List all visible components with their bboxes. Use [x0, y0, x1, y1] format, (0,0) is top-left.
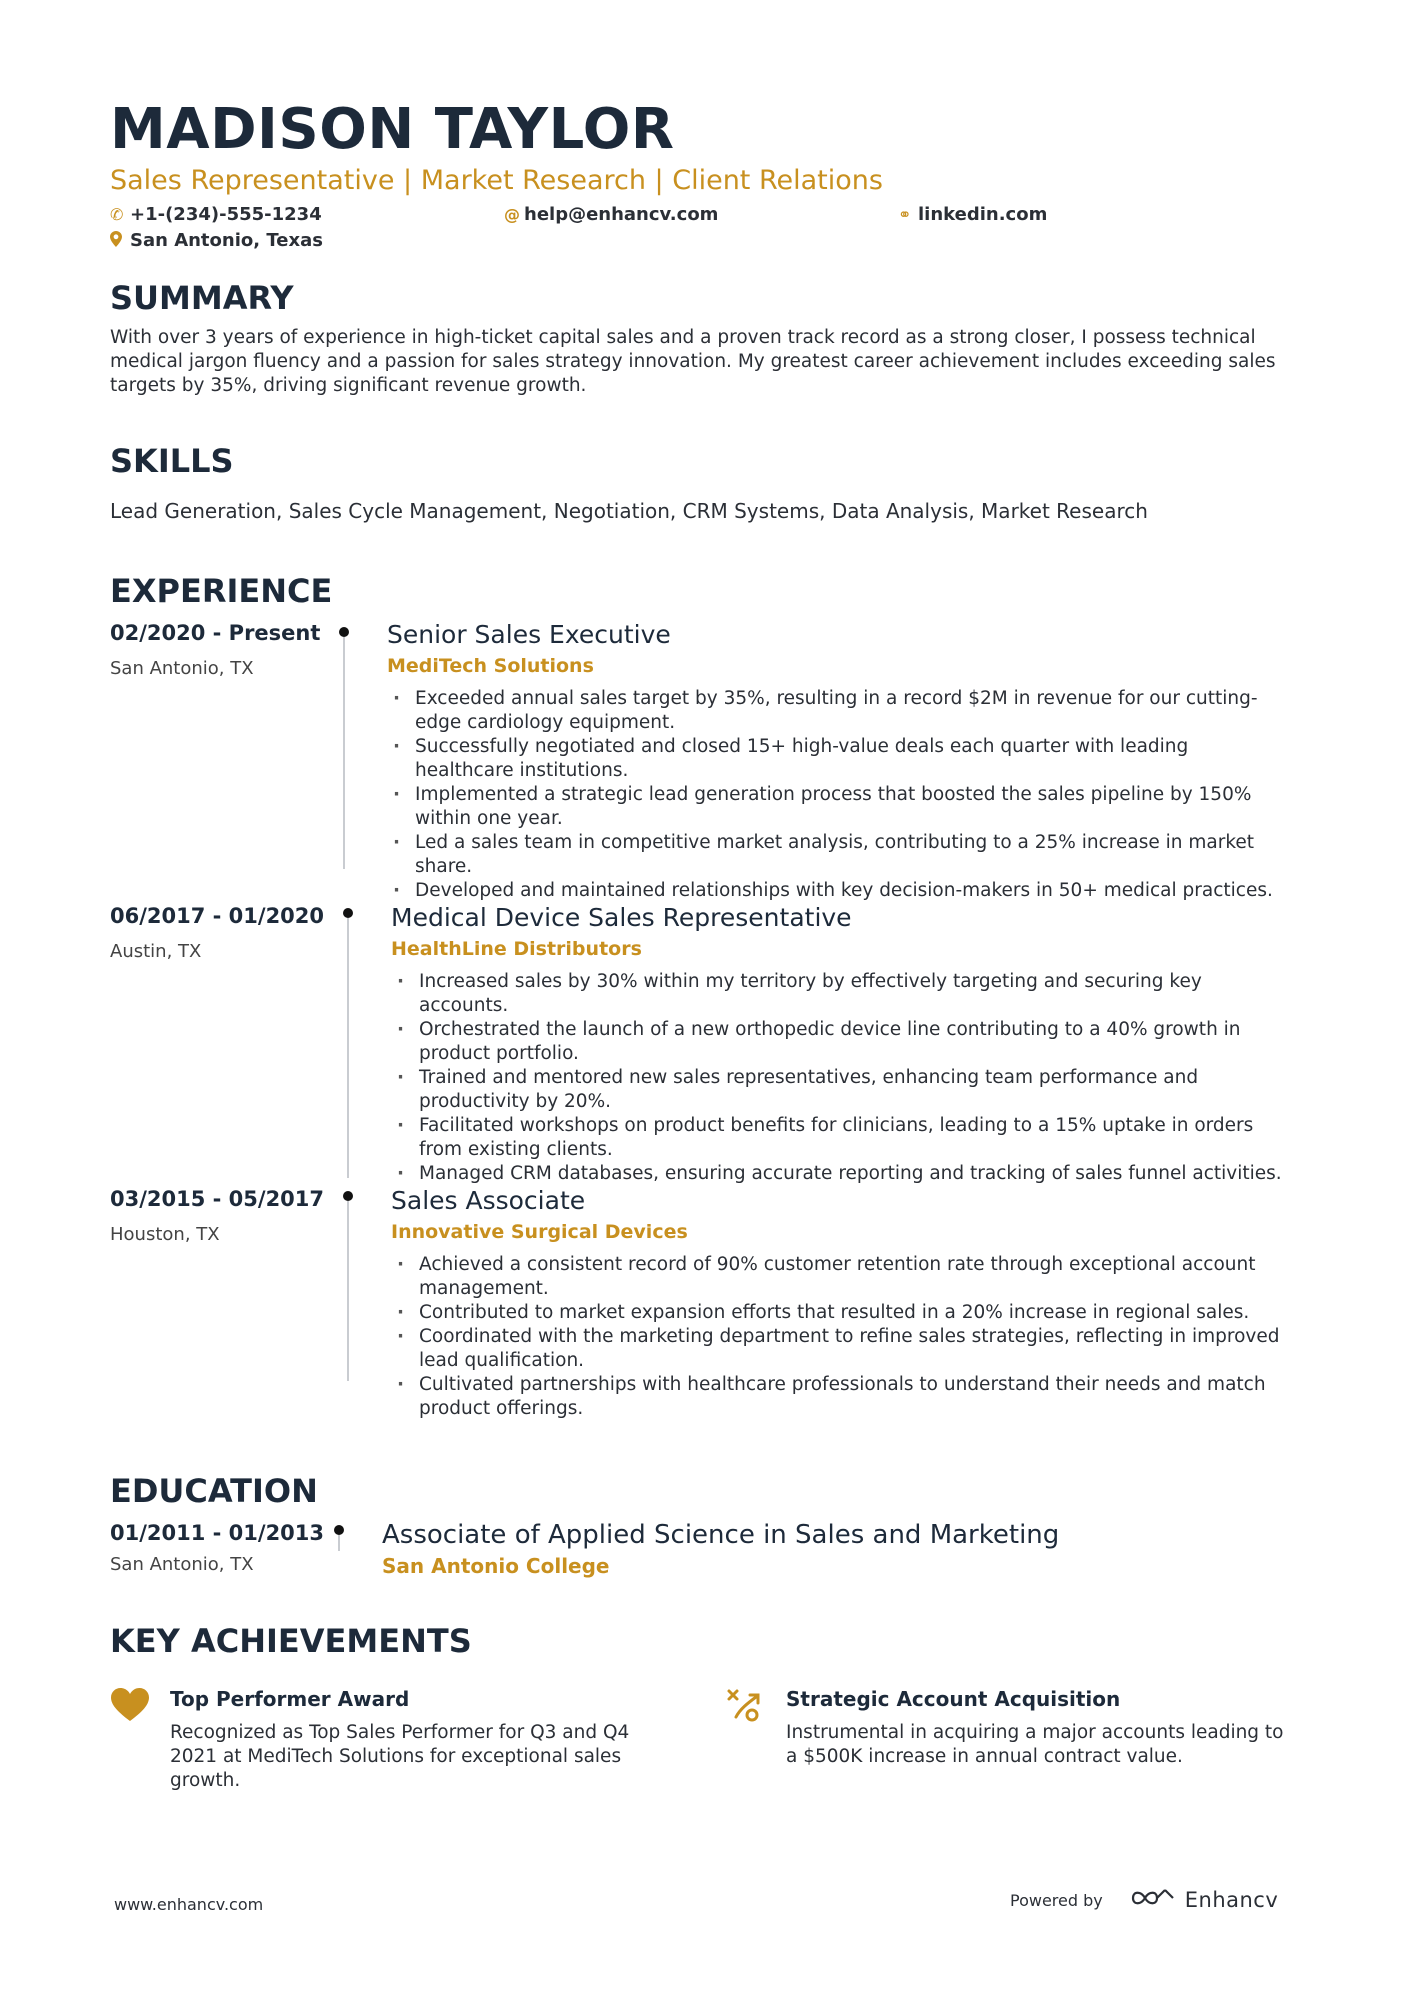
skills-text: Lead Generation, Sales Cycle Management, Negotiation, CRM Systems, Data Analysis, Market Research: [110, 499, 1148, 523]
strategy-icon: [726, 1687, 766, 1727]
experience-section: [110, 571, 1310, 1419]
experience-meta: [110, 902, 330, 964]
link-icon: ⚭: [898, 205, 912, 224]
experience-bullet: · Implemented a strategic lead generation process that boosted the sales pipeline by 150% within one year.: [387, 783, 1287, 831]
timeline-line: [347, 918, 349, 1178]
experience-details: [391, 902, 1291, 1186]
experience-bullet: · Trained and mentored new sales representatives, enhancing team performance and productivity by 20%.: [391, 1066, 1291, 1114]
linkedin-text[interactable]: linkedin.com: [918, 204, 1048, 225]
experience-bullet: · Managed CRM databases, ensuring accurate reporting and tracking of sales funnel activities.: [391, 1162, 1291, 1186]
experience-details: [391, 1185, 1291, 1421]
experience-location: Houston, TX: [110, 1224, 220, 1245]
contact-location: [110, 230, 323, 251]
education-degree: Associate of Applied Science in Sales and Marketing: [382, 1520, 1060, 1550]
experience-item: [110, 619, 1310, 899]
experience-role: Sales Associate: [391, 1186, 586, 1215]
footer-website[interactable]: www.enhancv.com: [114, 1895, 264, 1914]
experience-item: [110, 902, 1310, 1182]
experience-dates: 06/2017 - 01/2020: [110, 904, 325, 928]
experience-bullets: [391, 970, 1291, 1186]
experience-bullet: · Led a sales team in competitive market analysis, contributing to a 25% increase in market share.: [387, 831, 1287, 879]
contact-linkedin[interactable]: [898, 204, 1047, 225]
experience-item: [110, 1185, 1310, 1425]
experience-bullet: · Cultivated partnerships with healthcare professionals to understand their needs and match product offerings.: [391, 1373, 1291, 1421]
timeline-line: [343, 637, 345, 869]
achievement-title: Top Performer Award: [170, 1687, 410, 1711]
experience-dates: 02/2020 - Present: [110, 621, 321, 645]
timeline-dot: [339, 627, 349, 637]
education-school: San Antonio College: [382, 1554, 610, 1578]
experience-location: Austin, TX: [110, 941, 202, 962]
experience-role: Medical Device Sales Representative: [391, 903, 852, 932]
phone-text: +1-(234)-555-1234: [130, 204, 322, 225]
experience-bullets: [391, 1253, 1291, 1421]
achievements-section: [110, 1621, 1310, 1791]
experience-bullet: · Orchestrated the launch of a new orthopedic device line contributing to a 40% growth in product portfolio.: [391, 1018, 1291, 1066]
summary-section: [110, 278, 1280, 398]
heart-icon: [110, 1687, 150, 1727]
at-icon: @: [504, 205, 520, 224]
education-section: [110, 1471, 1310, 1578]
experience-meta: [110, 1185, 330, 1247]
timeline-dot: [343, 1191, 353, 1201]
education-meta: [110, 1519, 330, 1577]
location-pin-icon: [110, 231, 130, 251]
location-text: San Antonio, Texas: [130, 230, 323, 251]
education-details: [382, 1519, 1282, 1579]
education-item: [110, 1519, 1310, 1599]
experience-dates: 03/2015 - 05/2017: [110, 1187, 325, 1211]
contact-info: [110, 204, 1310, 260]
experience-bullet: · Developed and maintained relationships with key decision-makers in 50+ medical practices.: [387, 879, 1287, 903]
email-text[interactable]: help@enhancv.com: [524, 204, 719, 225]
headline: Sales Representative | Market Research | Client Relations: [110, 165, 883, 196]
timeline-line: [338, 1535, 340, 1551]
summary-title: SUMMARY: [110, 279, 294, 317]
experience-bullet: · Facilitated workshops on product benefits for clinicians, leading to a 15% uptake in orders from existing clients.: [391, 1114, 1291, 1162]
experience-role: Senior Sales Executive: [387, 620, 671, 649]
experience-company: MediTech Solutions: [387, 655, 594, 677]
experience-details: [387, 619, 1287, 903]
achievements-title: KEY ACHIEVEMENTS: [110, 1622, 472, 1660]
enhancv-logo-icon: [1129, 1886, 1177, 1914]
experience-location: San Antonio, TX: [110, 658, 254, 679]
footer-branding: [1010, 1886, 1278, 1914]
contact-phone: [110, 204, 322, 225]
achievement-text: Instrumental in acquiring a major accounts leading to a $500K increase in annual contract value.: [786, 1722, 1284, 1767]
experience-bullet: · Achieved a consistent record of 90% customer retention rate through exceptional account management.: [391, 1253, 1291, 1301]
achievement-text: Recognized as Top Sales Performer for Q3 and Q4 2021 at MediTech Solutions for exceptional sales growth.: [170, 1722, 630, 1791]
achievement-title: Strategic Account Acquisition: [786, 1687, 1121, 1711]
resume-page: [110, 97, 1310, 1791]
skills-section: [110, 441, 1280, 525]
contact-email[interactable]: [504, 204, 718, 225]
powered-by-text: Powered by: [1010, 1890, 1103, 1910]
timeline-line: [347, 1201, 349, 1381]
experience-bullet: · Successfully negotiated and closed 15+ high-value deals each quarter with leading healthcare institutions.: [387, 735, 1287, 783]
timeline-dot: [334, 1525, 344, 1535]
education-dates: 01/2011 - 01/2013: [110, 1521, 325, 1545]
experience-company: Innovative Surgical Devices: [391, 1221, 688, 1243]
experience-title: EXPERIENCE: [110, 572, 333, 610]
timeline-dot: [343, 908, 353, 918]
experience-bullets: [387, 687, 1287, 903]
experience-bullet: · Exceeded annual sales target by 35%, resulting in a record $2M in revenue for our cutting-edge cardiology equipment.: [387, 687, 1287, 735]
education-title: EDUCATION: [110, 1472, 318, 1510]
experience-company: HealthLine Distributors: [391, 938, 642, 960]
experience-bullet: · Coordinated with the marketing department to refine sales strategies, reflecting in improved lead qualification.: [391, 1325, 1291, 1373]
brand-name: Enhancv: [1184, 1888, 1279, 1912]
phone-icon: ✆: [110, 205, 124, 224]
education-location: San Antonio, TX: [110, 1554, 254, 1575]
skills-title: SKILLS: [110, 442, 234, 480]
experience-bullet: · Increased sales by 30% within my territory by effectively targeting and securing key accounts.: [391, 970, 1291, 1018]
experience-bullet: · Contributed to market expansion efforts that resulted in a 20% increase in regional sales.: [391, 1301, 1291, 1325]
experience-meta: [110, 619, 330, 681]
candidate-name: MADISON TAYLOR: [110, 97, 675, 162]
summary-text: With over 3 years of experience in high-ticket capital sales and a proven track record as a strong closer, I possess technical medical jargon fluency and a passion for sales strategy innovation. My greatest career achievement includes exceeding sales targets by 35%, driving significant revenue growth.: [110, 327, 1276, 396]
